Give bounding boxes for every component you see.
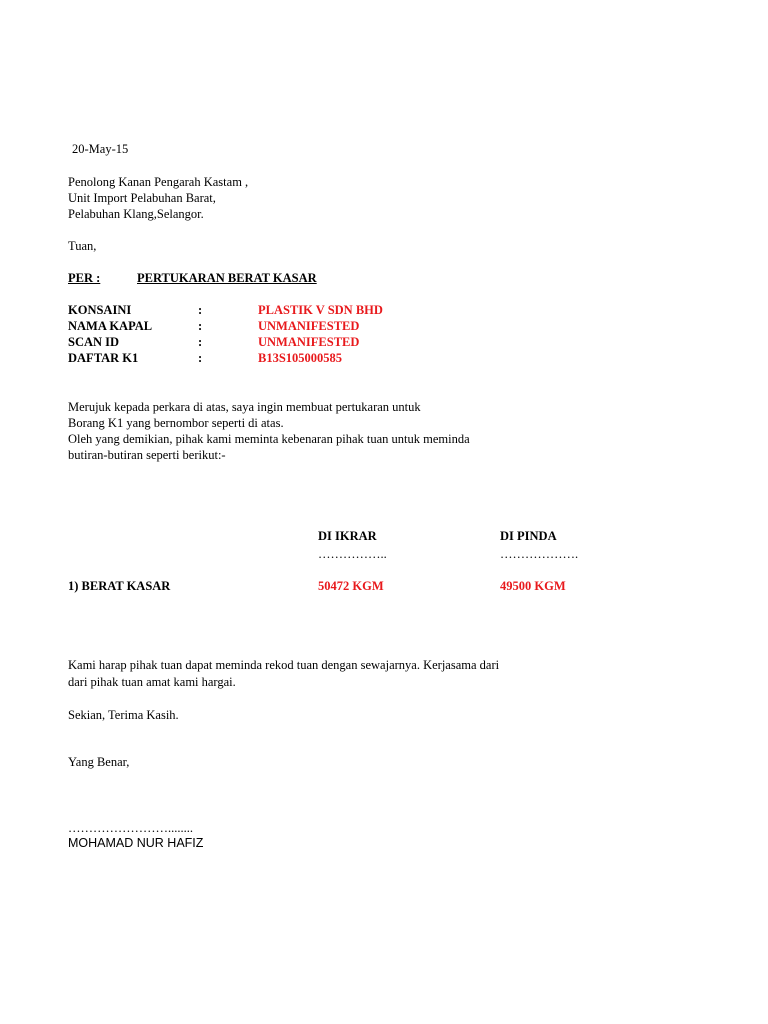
subject-prefix: PER : bbox=[68, 271, 101, 285]
detail-label: DAFTAR K1 bbox=[68, 351, 139, 365]
salutation: Tuan, bbox=[68, 239, 97, 253]
letter-date: 20-May-15 bbox=[72, 142, 129, 156]
detail-colon: : bbox=[198, 303, 203, 317]
body-line: Borang K1 yang bernombor seperti di atas. bbox=[68, 416, 284, 430]
value-di-ikrar: 50472 KGM bbox=[318, 579, 384, 593]
recipient-line: Penolong Kanan Pengarah Kastam , bbox=[68, 175, 249, 189]
signatory-name: MOHAMAD NUR HAFIZ bbox=[68, 836, 204, 850]
body-line: Oleh yang demikian, pihak kami meminta kebenaran pihak tuan untuk meminda bbox=[68, 432, 470, 446]
recipient-line: Unit Import Pelabuhan Barat, bbox=[68, 191, 216, 205]
row-label-berat-kasar: 1) BERAT KASAR bbox=[68, 579, 171, 593]
column-header-di-ikrar: DI IKRAR bbox=[318, 529, 377, 543]
value-di-pinda: 49500 KGM bbox=[500, 579, 566, 593]
column-dots: …………….. bbox=[318, 547, 387, 561]
thanks-line: Sekian, Terima Kasih. bbox=[68, 708, 179, 722]
detail-colon: : bbox=[198, 351, 203, 365]
body-line: butiran-butiran seperti berikut:- bbox=[68, 448, 226, 462]
detail-label: NAMA KAPAL bbox=[68, 319, 153, 333]
detail-value: B13S105000585 bbox=[258, 351, 343, 365]
subject-title: PERTUKARAN BERAT KASAR bbox=[137, 271, 317, 285]
sign-off: Yang Benar, bbox=[68, 755, 130, 769]
column-header-di-pinda: DI PINDA bbox=[500, 529, 557, 543]
detail-label: SCAN ID bbox=[68, 335, 120, 349]
detail-label: KONSAINI bbox=[68, 303, 132, 317]
detail-value: UNMANIFESTED bbox=[258, 335, 360, 349]
detail-value: PLASTIK V SDN BHD bbox=[258, 303, 383, 317]
detail-value: UNMANIFESTED bbox=[258, 319, 360, 333]
detail-colon: : bbox=[198, 319, 203, 333]
column-dots: ………………. bbox=[500, 547, 579, 561]
signature-dots: ……………………........ bbox=[68, 821, 193, 835]
detail-colon: : bbox=[198, 335, 203, 349]
closing-line: Kami harap pihak tuan dapat meminda rekod tuan dengan sewajarnya. Kerjasama dari bbox=[68, 658, 500, 672]
recipient-line: Pelabuhan Klang,Selangor. bbox=[68, 207, 204, 221]
closing-line: dari pihak tuan amat kami hargai. bbox=[68, 675, 236, 689]
body-line: Merujuk kepada perkara di atas, saya ingin membuat pertukaran untuk bbox=[68, 400, 421, 414]
